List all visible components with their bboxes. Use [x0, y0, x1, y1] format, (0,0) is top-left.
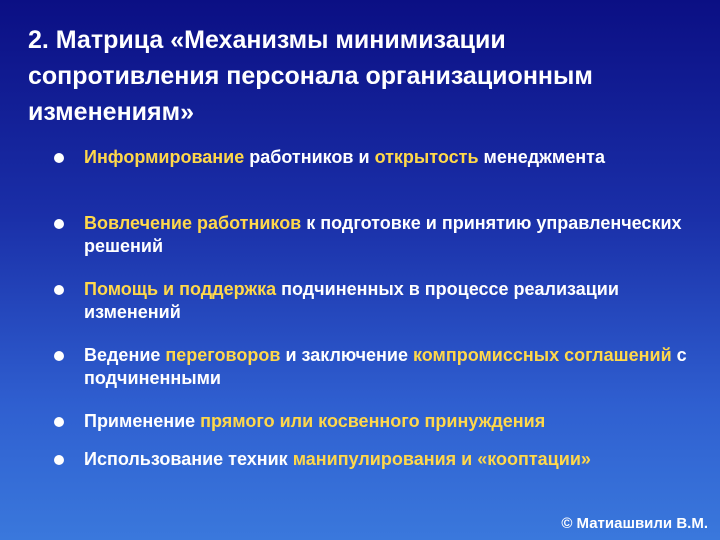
list-item-text: [84, 411, 545, 431]
plain-text: подчиненных в процессе реализации изменений: [84, 279, 619, 322]
highlighted-text: Информирование: [84, 147, 245, 167]
highlighted-text: компромиссных соглашений: [413, 345, 672, 365]
list-item-text: [84, 147, 605, 167]
highlighted-text: прямого или косвенного принуждения: [200, 411, 546, 431]
bullet-icon: [54, 417, 64, 427]
plain-text: Применение: [84, 411, 201, 431]
highlighted-text: открытость: [374, 147, 479, 167]
list-item: [54, 278, 694, 324]
list-item-text: [84, 345, 687, 388]
highlighted-text: Помощь и поддержка: [84, 279, 277, 299]
plain-text: менеджмента: [478, 147, 605, 167]
plain-text: Использование техник: [84, 449, 293, 469]
plain-text: и заключение: [280, 345, 413, 365]
list-item: [54, 448, 591, 471]
list-item-text: [84, 449, 591, 469]
bullet-icon: [54, 455, 64, 465]
highlighted-text: Вовлечение работников: [84, 213, 302, 233]
plain-text: к подготовке и принятию управленческих решений: [84, 213, 682, 256]
plain-text: с подчиненными: [84, 345, 687, 388]
list-item: [54, 344, 694, 390]
list-item-text: [84, 279, 619, 322]
list-item: [54, 212, 694, 258]
highlighted-text: переговоров: [165, 345, 281, 365]
slide-title: 2. Матрица «Механизмы минимизации сопротивления персонала организационным изменениям»: [28, 26, 593, 126]
copyright-footer: © Матиашвили В.М.: [561, 515, 708, 532]
list-item-text: [84, 213, 682, 256]
bullet-icon: [54, 219, 64, 229]
highlighted-text: манипулирования и «кооптации»: [292, 449, 591, 469]
bullet-icon: [54, 351, 64, 361]
plain-text: работников и: [244, 147, 375, 167]
bullet-icon: [54, 285, 64, 295]
list-item: [54, 410, 545, 433]
list-item: [54, 146, 605, 169]
bullet-icon: [54, 153, 64, 163]
plain-text: Ведение: [84, 345, 166, 365]
